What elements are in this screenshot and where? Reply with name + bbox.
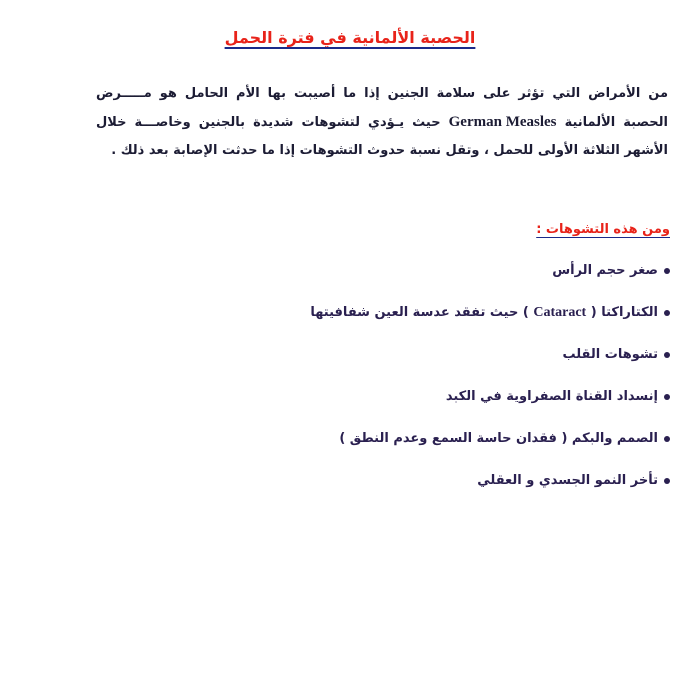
intro-text-part2: حيث يـؤدي لتشوهات شديدة بالجنين وخاصـــة خلال الأشهر الثلاثة الأولى للحمل ، وتقل نسبة حدوث التشوهات إذا ما حدثت الإصابة بعد ذلك .: [96, 115, 668, 158]
intro-latin-term: German Measles: [448, 114, 557, 130]
intro-text-part1: من الأمراض التي تؤثر على سلامة الجنين إذا ما أصيبت بها الأم الحامل هو مـــــرض الحصبة الألمانية: [96, 86, 668, 130]
bullet-icon: [664, 436, 670, 442]
list-item-text-pre: الكتاراكتا (: [590, 305, 658, 320]
list-item-text: تشوهات القلب: [562, 347, 658, 362]
document-title: الحصبة الألمانية في فترة الحمل: [224, 28, 476, 47]
deformities-list: [150, 262, 670, 514]
list-item: [150, 304, 670, 346]
intro-paragraph: [96, 80, 668, 165]
list-item-text-post: ) حيث تفقد عدسة العين شفافيتها: [310, 305, 529, 320]
bullet-icon: [664, 352, 670, 358]
list-item: [150, 346, 670, 388]
bullet-icon: [664, 478, 670, 484]
list-item: [150, 472, 670, 514]
list-item: [150, 262, 670, 304]
bullet-icon: [664, 268, 670, 274]
deformities-heading: ومن هذه التشوهات :: [536, 222, 670, 237]
list-item-text: الصمم والبكم ( فقدان حاسة السمع وعدم النطق ): [339, 431, 658, 446]
list-item-text: تأخر النمو الجسدي و العقلي: [477, 473, 658, 488]
list-item: [150, 388, 670, 430]
bullet-icon: [664, 394, 670, 400]
list-item: [150, 430, 670, 472]
list-item-latin: Cataract: [533, 305, 587, 320]
bullet-icon: [664, 310, 670, 316]
document-title-wrap: [0, 28, 700, 47]
list-item-text: إنسداد القناة الصفراوية في الكبد: [445, 389, 658, 404]
list-item-text: صغر حجم الرأس: [552, 263, 658, 278]
